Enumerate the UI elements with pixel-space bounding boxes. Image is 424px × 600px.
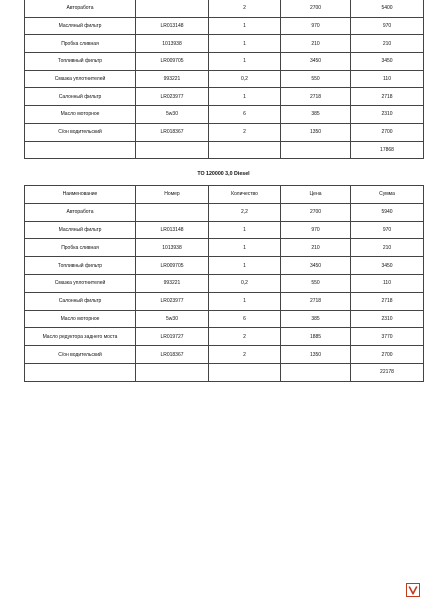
table-cell bbox=[281, 141, 351, 159]
table-cell: 2 bbox=[209, 123, 281, 141]
table-cell: 2310 bbox=[351, 310, 424, 328]
table-cell bbox=[136, 203, 209, 221]
table-cell bbox=[209, 141, 281, 159]
table-cell: Масляный фильтр bbox=[25, 221, 136, 239]
table-cell: 1 bbox=[209, 239, 281, 257]
table-cell: Масло моторное bbox=[25, 106, 136, 124]
table-cell: 550 bbox=[281, 70, 351, 88]
table-row bbox=[25, 17, 424, 35]
table-cell: LR018367 bbox=[136, 123, 209, 141]
parts-table-to-120000 bbox=[24, 185, 424, 382]
table-cell: Салонный фильтр bbox=[25, 292, 136, 310]
table-cell: 2718 bbox=[281, 88, 351, 106]
table-cell: Смазка уплотнителей bbox=[25, 274, 136, 292]
table-cell: 2718 bbox=[351, 292, 424, 310]
table-cell: 2310 bbox=[351, 106, 424, 124]
column-header: Сумма bbox=[351, 186, 424, 204]
table-cell: 5400 bbox=[351, 0, 424, 17]
table-row bbox=[25, 123, 424, 141]
table-cell: 1350 bbox=[281, 346, 351, 364]
table-cell: 17868 bbox=[351, 141, 424, 159]
table-cell: 0,2 bbox=[209, 274, 281, 292]
table-cell: 1 bbox=[209, 257, 281, 275]
table-cell bbox=[25, 363, 136, 381]
table-cell: LR009705 bbox=[136, 257, 209, 275]
v-logo-icon bbox=[408, 585, 418, 595]
table-row bbox=[25, 221, 424, 239]
table-cell: 110 bbox=[351, 70, 424, 88]
table-cell: 2700 bbox=[281, 203, 351, 221]
table-cell: 6 bbox=[209, 310, 281, 328]
table-row bbox=[25, 70, 424, 88]
table-cell: 1013938 bbox=[136, 35, 209, 53]
table-cell: LR019727 bbox=[136, 328, 209, 346]
table-cell: 3450 bbox=[351, 257, 424, 275]
table-cell: Авторабота bbox=[25, 203, 136, 221]
column-header: Количество bbox=[209, 186, 281, 204]
table-cell: 970 bbox=[281, 221, 351, 239]
table-cell: 3450 bbox=[281, 257, 351, 275]
table-cell: 2 bbox=[209, 0, 281, 17]
table-row bbox=[25, 35, 424, 53]
table-cell bbox=[136, 363, 209, 381]
table-cell: 1350 bbox=[281, 123, 351, 141]
table-cell: 210 bbox=[351, 35, 424, 53]
table-cell: 1013938 bbox=[136, 239, 209, 257]
table-cell: 385 bbox=[281, 106, 351, 124]
table-cell: Масло редуктора заднего моста bbox=[25, 328, 136, 346]
table-row bbox=[25, 328, 424, 346]
table-cell: 2,2 bbox=[209, 203, 281, 221]
table-cell bbox=[25, 141, 136, 159]
table-cell: LR013148 bbox=[136, 17, 209, 35]
table-cell: 2718 bbox=[351, 88, 424, 106]
table-cell: С/он водительский bbox=[25, 346, 136, 364]
table-cell: 0,2 bbox=[209, 70, 281, 88]
table-cell: 1 bbox=[209, 17, 281, 35]
table-cell: 5w30 bbox=[136, 106, 209, 124]
table-row bbox=[25, 292, 424, 310]
table-header-row bbox=[25, 186, 424, 204]
table-cell: 3450 bbox=[351, 53, 424, 71]
table-row bbox=[25, 53, 424, 71]
table-row bbox=[25, 363, 424, 381]
table-cell: 1 bbox=[209, 221, 281, 239]
table-cell: LR023977 bbox=[136, 292, 209, 310]
table-cell bbox=[136, 141, 209, 159]
table-cell: 3450 bbox=[281, 53, 351, 71]
table-cell: LR018367 bbox=[136, 346, 209, 364]
table-cell bbox=[281, 363, 351, 381]
table-cell: 2 bbox=[209, 346, 281, 364]
table-cell: 1 bbox=[209, 53, 281, 71]
table-cell: LR023977 bbox=[136, 88, 209, 106]
table-cell: 110 bbox=[351, 274, 424, 292]
table-cell: Масляный фильтр bbox=[25, 17, 136, 35]
table-cell: 210 bbox=[281, 239, 351, 257]
table-cell: С/он водительский bbox=[25, 123, 136, 141]
table-cell: 385 bbox=[281, 310, 351, 328]
table-cell: 6 bbox=[209, 106, 281, 124]
table-cell: Топливный фильтр bbox=[25, 257, 136, 275]
table-cell: 2700 bbox=[281, 0, 351, 17]
table-cell: Смазка уплотнителей bbox=[25, 70, 136, 88]
section-title: ТО 120000 3,0 Diesel bbox=[197, 171, 250, 177]
table-cell: 3770 bbox=[351, 328, 424, 346]
table-row bbox=[25, 274, 424, 292]
table-cell: Пробка сливная bbox=[25, 239, 136, 257]
table-cell: Масло моторное bbox=[25, 310, 136, 328]
table-cell: 210 bbox=[351, 239, 424, 257]
table-cell: 970 bbox=[281, 17, 351, 35]
table-cell: LR013148 bbox=[136, 221, 209, 239]
table-cell: 210 bbox=[281, 35, 351, 53]
table-cell: 970 bbox=[351, 221, 424, 239]
table-cell: 550 bbox=[281, 274, 351, 292]
column-header: Цена bbox=[281, 186, 351, 204]
table-cell: 22178 bbox=[351, 363, 424, 381]
table-row bbox=[25, 106, 424, 124]
table-row bbox=[25, 257, 424, 275]
table-cell: 1885 bbox=[281, 328, 351, 346]
table-cell: Пробка сливная bbox=[25, 35, 136, 53]
table-row bbox=[25, 88, 424, 106]
table-row bbox=[25, 141, 424, 159]
table-cell: 1 bbox=[209, 35, 281, 53]
table-row bbox=[25, 346, 424, 364]
table-cell: 2 bbox=[209, 328, 281, 346]
table-cell: LR009705 bbox=[136, 53, 209, 71]
table-cell: 2700 bbox=[351, 123, 424, 141]
table-row bbox=[25, 239, 424, 257]
table-cell: 5w30 bbox=[136, 310, 209, 328]
table-row bbox=[25, 310, 424, 328]
table-cell: 1 bbox=[209, 88, 281, 106]
column-header: Номер bbox=[136, 186, 209, 204]
column-header: Наименование bbox=[25, 186, 136, 204]
table-cell bbox=[136, 0, 209, 17]
table-row bbox=[25, 0, 424, 17]
table-cell: 993221 bbox=[136, 274, 209, 292]
site-logo[interactable] bbox=[406, 583, 420, 597]
table-row bbox=[25, 203, 424, 221]
table-cell: 2700 bbox=[351, 346, 424, 364]
table-cell: 5940 bbox=[351, 203, 424, 221]
table-cell bbox=[209, 363, 281, 381]
table-cell: Топливный фильтр bbox=[25, 53, 136, 71]
table-cell: 1 bbox=[209, 292, 281, 310]
table-cell: Салонный фильтр bbox=[25, 88, 136, 106]
table-cell: 970 bbox=[351, 17, 424, 35]
parts-table-previous bbox=[24, 0, 424, 159]
table-cell: 993221 bbox=[136, 70, 209, 88]
table-cell: 2718 bbox=[281, 292, 351, 310]
table-cell: Авторабота bbox=[25, 0, 136, 17]
